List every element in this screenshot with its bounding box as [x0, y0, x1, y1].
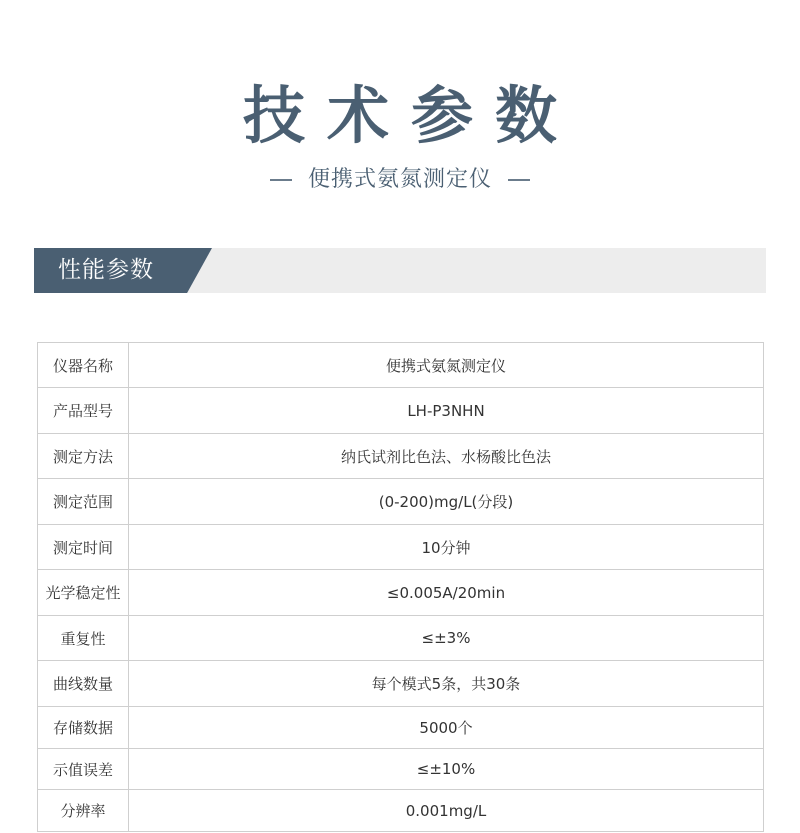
table-row [38, 661, 764, 707]
product-subtitle: 便携式氨氮测定仪 [307, 167, 492, 192]
spec-label: 存储数据 [38, 707, 129, 749]
spec-value: ≤±10% [129, 749, 764, 790]
spec-table [37, 342, 764, 832]
spec-label: 分辨率 [38, 790, 129, 832]
spec-value: ≤±3% [129, 616, 764, 661]
spec-label: 曲线数量 [38, 661, 129, 707]
spec-value: 纳氏试剂比色法、水杨酸比色法 [129, 434, 764, 479]
spec-value: ≤0.005A/20min [129, 570, 764, 616]
spec-value: 5000个 [129, 707, 764, 749]
spec-label: 仪器名称 [38, 343, 129, 388]
table-row [38, 749, 764, 790]
spec-label: 测定方法 [38, 434, 129, 479]
section-header-bar [34, 248, 766, 293]
spec-value: 每个模式5条，共30条 [129, 661, 764, 707]
table-row [38, 790, 764, 832]
table-row [38, 525, 764, 570]
table-row [38, 343, 764, 388]
page-title: 技术参数 [242, 79, 579, 152]
subtitle-left-dash [270, 179, 292, 181]
spec-value: 便携式氨氮测定仪 [129, 343, 764, 388]
subtitle-right-dash [508, 179, 530, 181]
table-row [38, 479, 764, 525]
spec-label: 重复性 [38, 616, 129, 661]
spec-value: 10分钟 [129, 525, 764, 570]
spec-value: LH-P3NHN [129, 388, 764, 434]
table-row [38, 707, 764, 749]
subtitle-row [0, 164, 800, 196]
section-title: 性能参数 [58, 257, 154, 283]
spec-label: 光学稳定性 [38, 570, 129, 616]
table-row [38, 570, 764, 616]
spec-label: 产品型号 [38, 388, 129, 434]
table-row [38, 388, 764, 434]
table-row [38, 434, 764, 479]
spec-label: 测定时间 [38, 525, 129, 570]
spec-value: 0.001mg/L [129, 790, 764, 832]
spec-label: 测定范围 [38, 479, 129, 525]
spec-value: (0-200)mg/L(分段) [129, 479, 764, 525]
spec-label: 示值误差 [38, 749, 129, 790]
table-row [38, 616, 764, 661]
